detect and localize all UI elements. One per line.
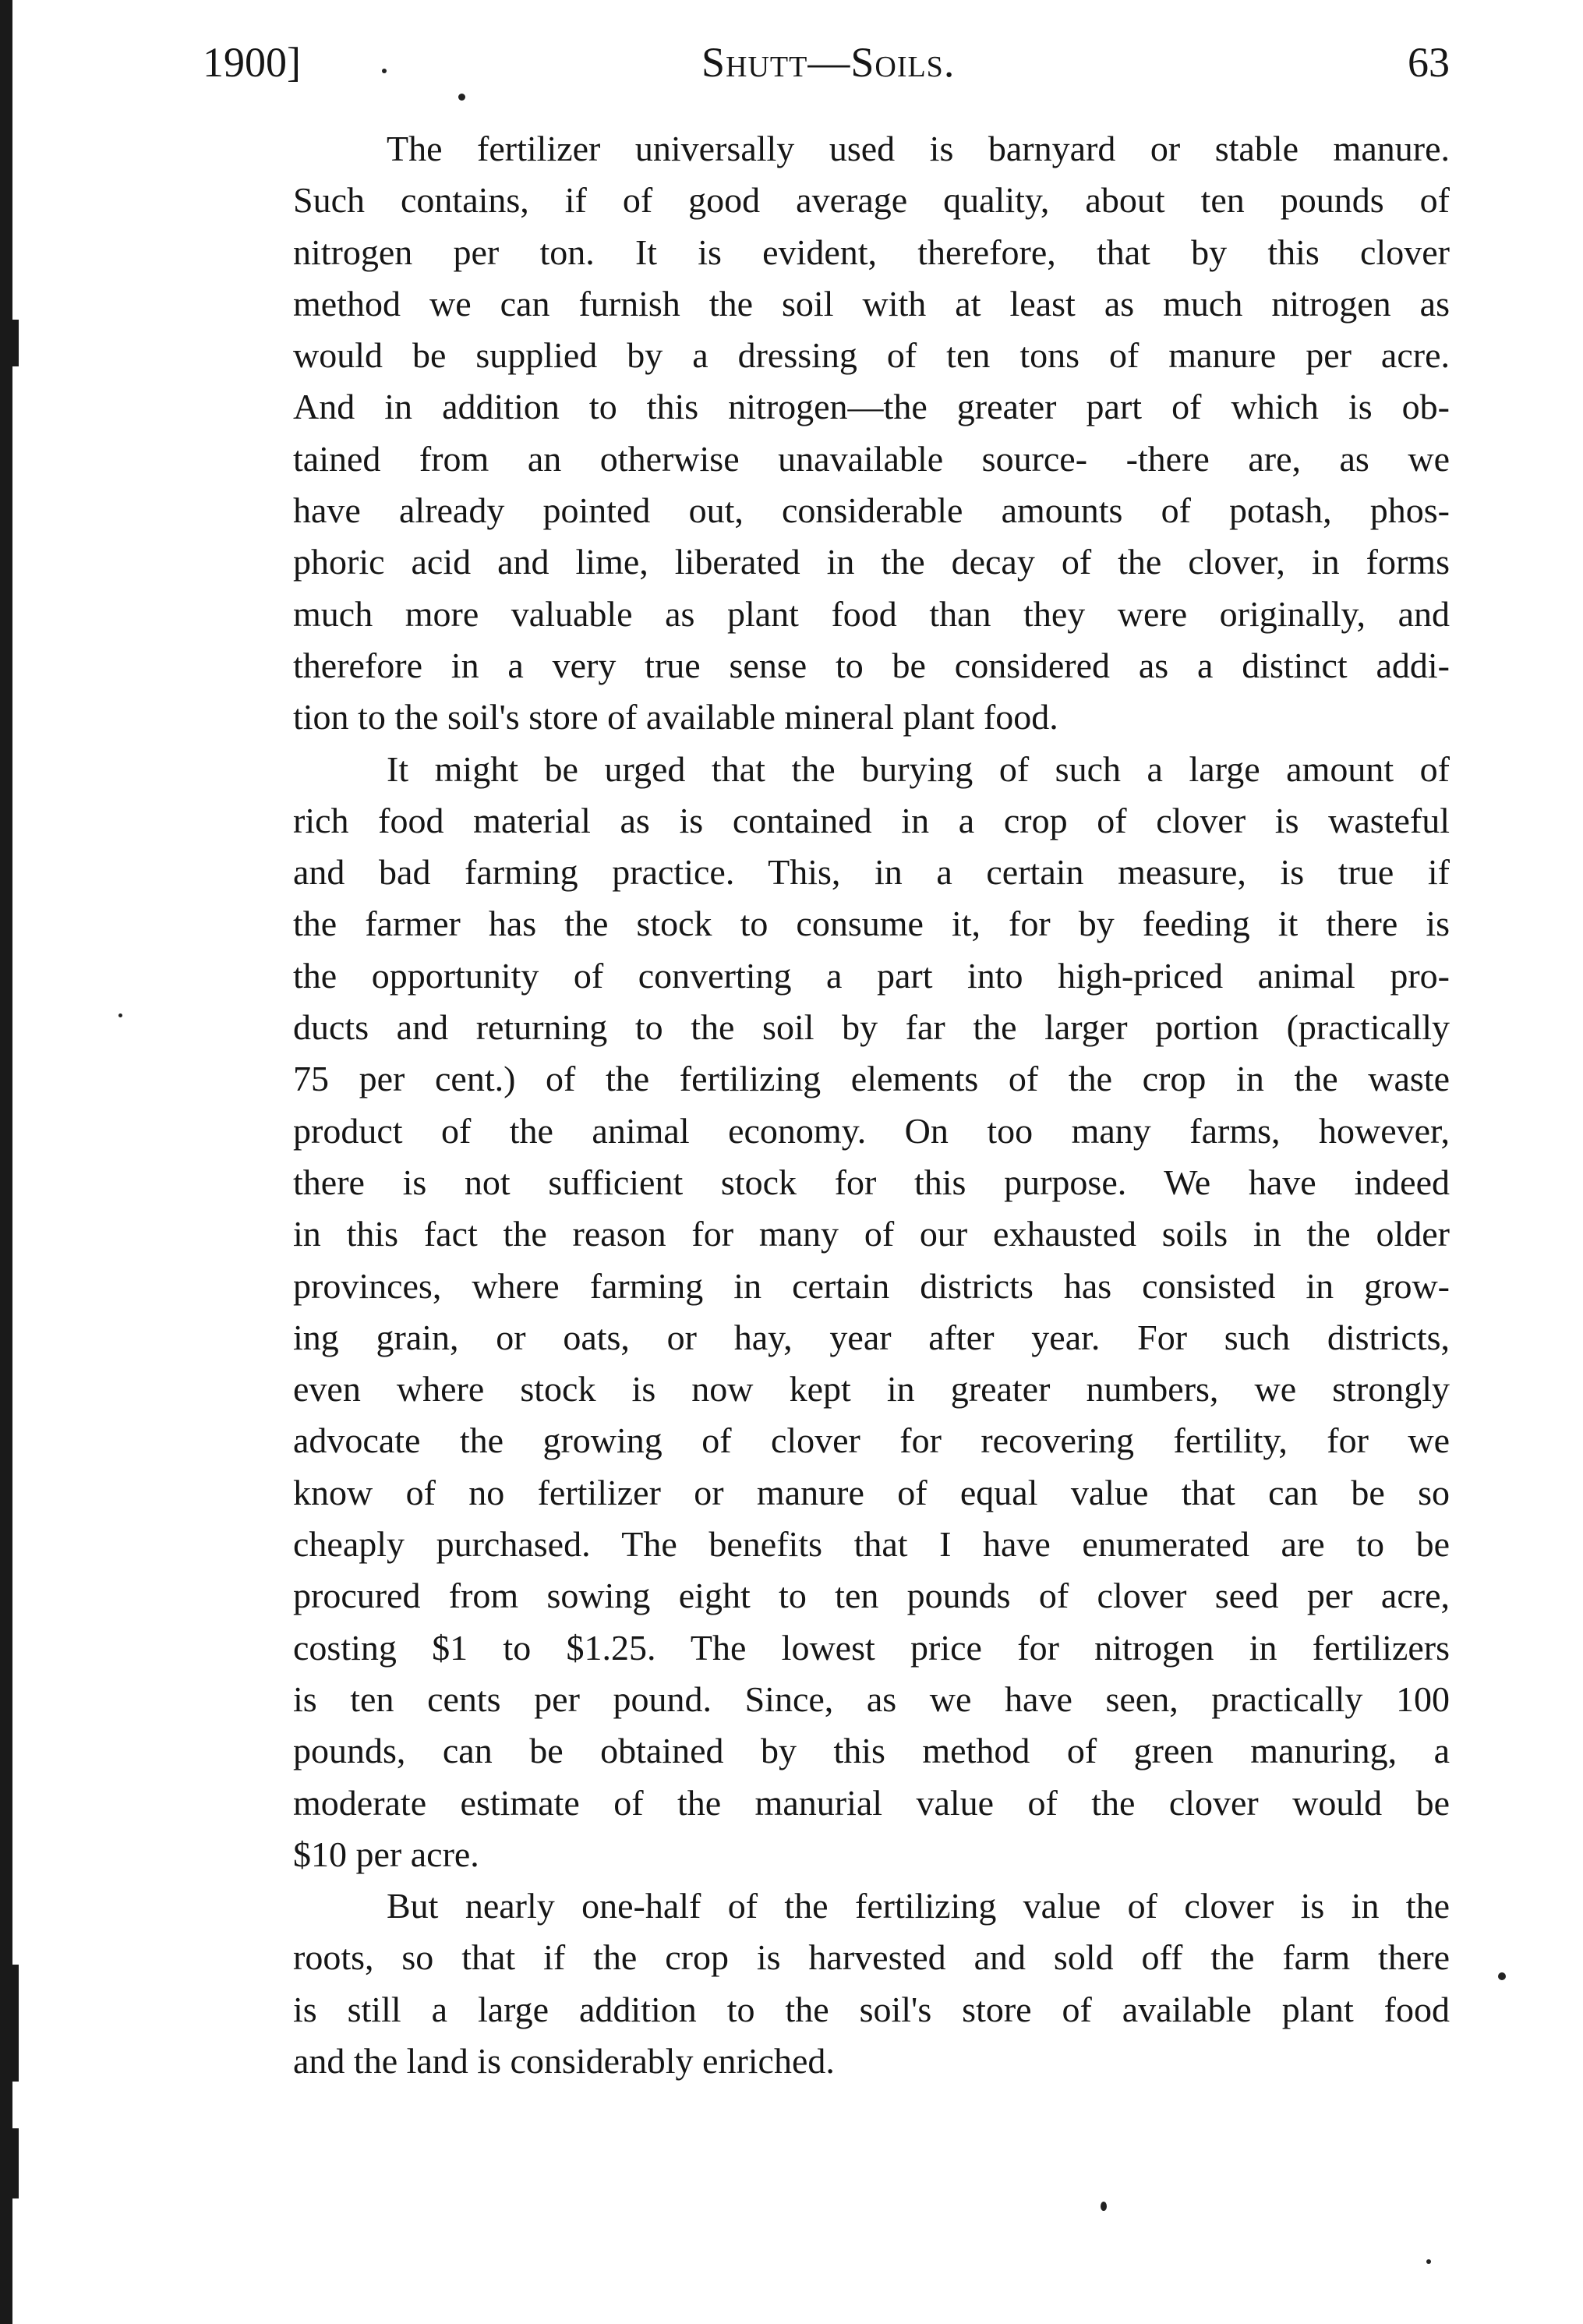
scan-speck <box>1101 2202 1107 2211</box>
text-line: would be supplied by a dressing of ten tons of manure per acre. <box>293 335 1450 376</box>
text-line: rich food material as is contained in a crop of clover is wasteful <box>293 800 1450 840</box>
running-head: Shutt—Soils. <box>701 39 956 86</box>
text-line: in this fact the reason for many of our exhausted soils in the older <box>293 1214 1450 1254</box>
paragraph <box>200 123 1450 744</box>
text-line: tained from an otherwise unavailable source- -there are, as we <box>293 438 1450 479</box>
text-line: is ten cents per pound. Since, as we have seen, practically 100 <box>293 1678 1450 1719</box>
text-line: ducts and returning to the soil by far the larger portion (practically <box>293 1007 1450 1048</box>
text-line: much more valuable as plant food than they were originally, and <box>293 593 1450 634</box>
text-line: tion to the soil's store of available mineral plant food. <box>293 697 1058 738</box>
text-line: roots, so that if the crop is harvested and sold off the farm there <box>293 1937 1450 1978</box>
text-line: the opportunity of converting a part into high-priced animal pro- <box>293 955 1450 996</box>
text-line: The fertilizer universally used is barnyard or stable manure. <box>387 129 1450 168</box>
text-line: costing $1 to $1.25. The lowest price for nitrogen in fertilizers <box>293 1627 1450 1668</box>
text-line: there is not sufficient stock for this purpose. We have indeed <box>293 1162 1450 1202</box>
text-line: method we can furnish the soil with at least as much nitrogen as <box>293 283 1450 324</box>
text-line: product of the animal economy. On too many farms, however, <box>293 1110 1450 1151</box>
text-line: It might be urged that the burying of such a large amount of <box>387 748 1450 789</box>
text-line: pounds, can be obtained by this method of green manuring, a <box>293 1731 1450 1771</box>
scan-edge-mark <box>8 320 19 366</box>
scan-speck <box>1426 2259 1431 2264</box>
text-line: procured from sowing eight to ten pounds of clover seed per acre, <box>293 1576 1450 1616</box>
scan-edge-mark <box>8 1965 19 2082</box>
text-line: ing grain, or oats, or hay, year after year. For such districts, <box>293 1317 1450 1357</box>
text-line: cheaply purchased. The benefits that I have enumerated are to be <box>293 1524 1450 1565</box>
scan-speck <box>458 94 465 101</box>
page-number: 63 <box>1408 39 1450 86</box>
text-line: nitrogen per ton. It is evident, therefore, that by this clover <box>293 232 1450 272</box>
text-line: But nearly one-half of the fertilizing value of clover is in the <box>387 1886 1450 1926</box>
text-line: and the land is considerably enriched. <box>293 2040 835 2081</box>
text-line: phoric acid and lime, liberated in the decay of the clover, in forms <box>293 542 1450 582</box>
text-line: the farmer has the stock to consume it, for by feeding it there is <box>293 904 1450 944</box>
text-line: have already pointed out, considerable amounts of potash, phos- <box>293 490 1450 531</box>
scan-edge-mark <box>8 2128 19 2198</box>
text-line: even where stock is now kept in greater numbers, we strongly <box>293 1369 1450 1410</box>
text-line: provinces, where farming in certain districts has consisted in grow- <box>293 1265 1450 1306</box>
text-line: moderate estimate of the manurial value of the clover would be <box>293 1782 1450 1823</box>
paragraph <box>200 744 1450 1881</box>
text-line: therefore in a very true sense to be considered as a distinct addi- <box>293 645 1450 685</box>
text-line: $10 per acre. <box>293 1834 479 1874</box>
header-year: 1900] <box>203 39 301 86</box>
paragraph <box>200 1880 1450 2087</box>
scan-speck <box>118 1013 122 1017</box>
text-line: know of no fertilizer or manure of equal value that can be so <box>293 1472 1450 1512</box>
text-line: And in addition to this nitrogen—the greater part of which is ob- <box>293 387 1450 427</box>
scan-speck <box>1498 1972 1506 1980</box>
text-line: Such contains, if of good average quality, about ten pounds of <box>293 180 1450 221</box>
text-line: is still a large addition to the soil's store of available plant food <box>293 1989 1450 2029</box>
text-line: 75 per cent.) of the fertilizing elements of the crop in the waste <box>293 1059 1450 1099</box>
text-line: advocate the growing of clover for recovering fertility, for we <box>293 1420 1450 1461</box>
text-line: and bad farming practice. This, in a certain measure, is true if <box>293 852 1450 893</box>
page-header <box>203 31 1450 94</box>
body-text <box>200 123 1450 2087</box>
